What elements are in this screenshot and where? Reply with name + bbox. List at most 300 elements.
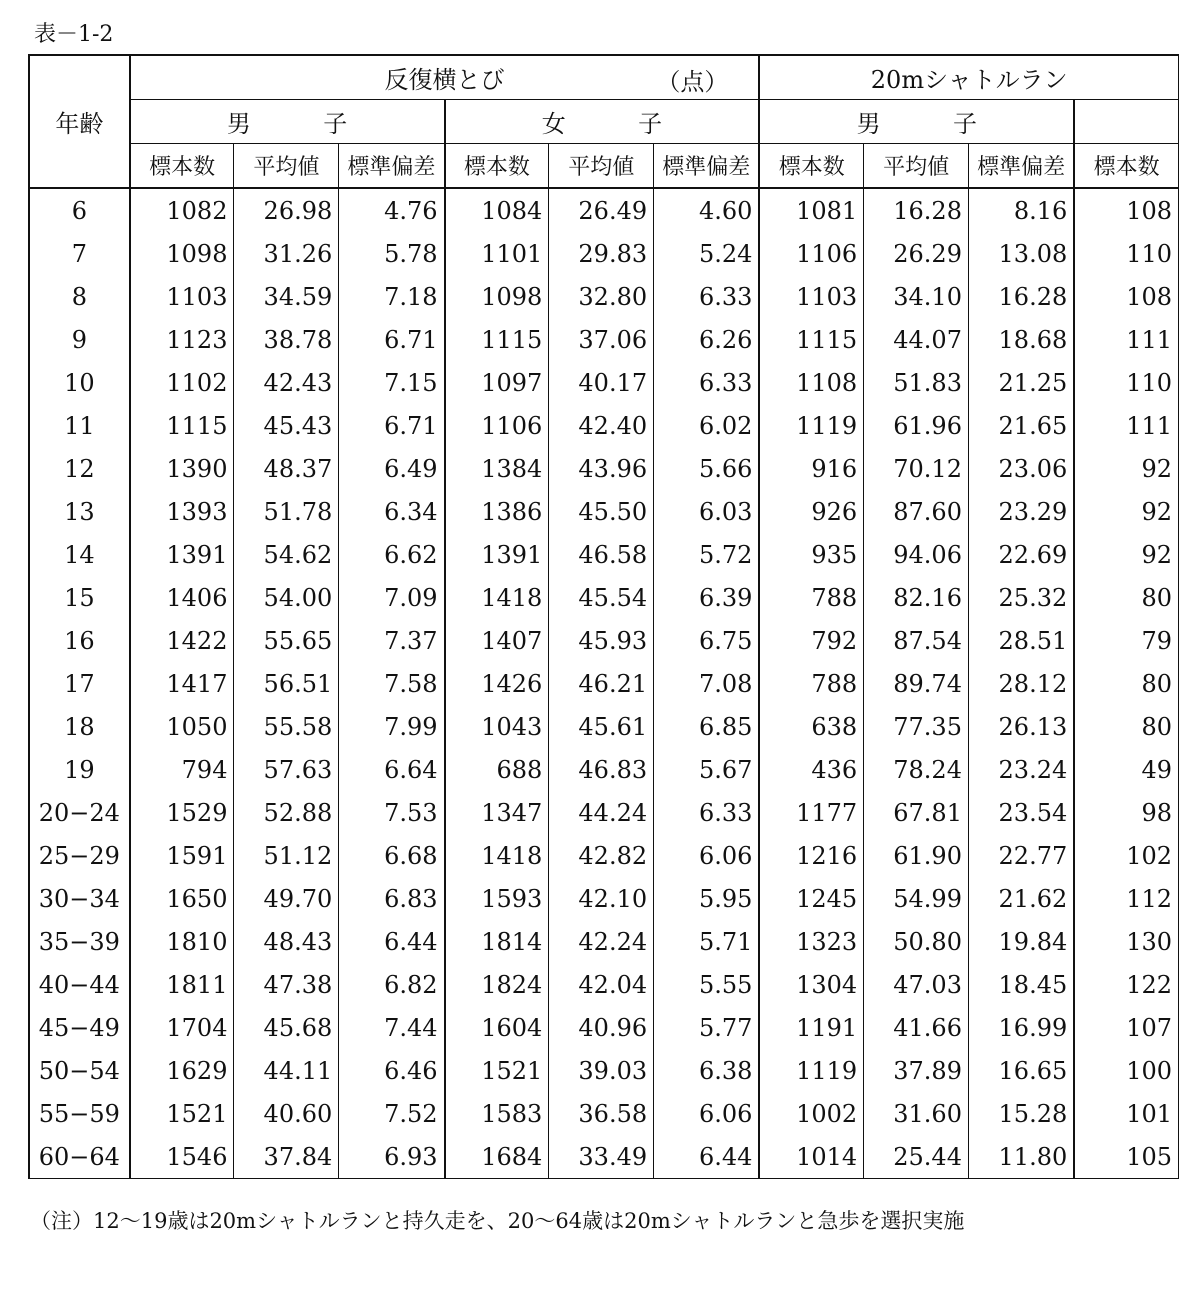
data-cell: 1082: [130, 188, 234, 232]
data-cell: 1704: [130, 1006, 234, 1049]
table-row: [29, 963, 1179, 1006]
data-cell: 111: [1074, 404, 1178, 447]
data-cell: 1216: [759, 834, 863, 877]
data-cell: 70.12: [864, 447, 969, 490]
col-header: 標本数: [1074, 144, 1178, 189]
col-header: 平均値: [864, 144, 969, 189]
data-cell: 6.71: [339, 318, 445, 361]
data-cell: 1684: [445, 1135, 549, 1179]
data-cell: 1407: [445, 619, 549, 662]
data-cell: 16.65: [968, 1049, 1074, 1092]
data-cell: 101: [1074, 1092, 1178, 1135]
data-cell: 45.68: [234, 1006, 339, 1049]
data-cell: 80: [1074, 576, 1178, 619]
data-cell: 34.59: [234, 275, 339, 318]
table-header: [29, 55, 1179, 188]
data-cell: 21.25: [968, 361, 1074, 404]
data-cell: 45.93: [549, 619, 654, 662]
age-cell: 55−59: [29, 1092, 130, 1135]
data-cell: 6.44: [339, 920, 445, 963]
data-cell: 48.43: [234, 920, 339, 963]
table-row: [29, 275, 1179, 318]
data-cell: 92: [1074, 533, 1178, 576]
data-cell: 7.99: [339, 705, 445, 748]
data-cell: 1115: [445, 318, 549, 361]
data-cell: 33.49: [549, 1135, 654, 1179]
data-cell: 7.15: [339, 361, 445, 404]
data-cell: 6.71: [339, 404, 445, 447]
age-cell: 17: [29, 662, 130, 705]
data-cell: 54.99: [864, 877, 969, 920]
data-cell: 688: [445, 748, 549, 791]
data-cell: 102: [1074, 834, 1178, 877]
data-cell: 48.37: [234, 447, 339, 490]
data-cell: 7.44: [339, 1006, 445, 1049]
sex-header-male-1: 男 子: [130, 100, 445, 144]
data-cell: 110: [1074, 232, 1178, 275]
data-cell: 18.68: [968, 318, 1074, 361]
col-header: 標本数: [130, 144, 234, 189]
data-cell: 1002: [759, 1092, 863, 1135]
data-cell: 51.83: [864, 361, 969, 404]
data-cell: 37.06: [549, 318, 654, 361]
data-cell: 51.78: [234, 490, 339, 533]
age-cell: 6: [29, 188, 130, 232]
data-cell: 6.83: [339, 877, 445, 920]
age-cell: 15: [29, 576, 130, 619]
age-cell: 25−29: [29, 834, 130, 877]
data-cell: 15.28: [968, 1092, 1074, 1135]
data-cell: 1393: [130, 490, 234, 533]
data-cell: 47.03: [864, 963, 969, 1006]
data-cell: 112: [1074, 877, 1178, 920]
data-cell: 788: [759, 576, 863, 619]
sex-header-male-2: 男 子: [759, 100, 1074, 144]
data-cell: 1521: [445, 1049, 549, 1092]
age-cell: 7: [29, 232, 130, 275]
data-cell: 42.43: [234, 361, 339, 404]
data-cell: 28.51: [968, 619, 1074, 662]
table-row: [29, 1135, 1179, 1179]
data-cell: 29.83: [549, 232, 654, 275]
data-cell: 46.21: [549, 662, 654, 705]
data-cell: 1418: [445, 576, 549, 619]
data-cell: 110: [1074, 361, 1178, 404]
data-cell: 1521: [130, 1092, 234, 1135]
age-cell: 60−64: [29, 1135, 130, 1179]
data-cell: 23.54: [968, 791, 1074, 834]
data-cell: 94.06: [864, 533, 969, 576]
table-row: [29, 447, 1179, 490]
data-cell: 7.08: [654, 662, 760, 705]
data-cell: 1810: [130, 920, 234, 963]
data-cell: 107: [1074, 1006, 1178, 1049]
data-cell: 788: [759, 662, 863, 705]
data-cell: 1106: [759, 232, 863, 275]
data-cell: 1390: [130, 447, 234, 490]
data-cell: 1304: [759, 963, 863, 1006]
data-cell: 6.75: [654, 619, 760, 662]
data-cell: 21.62: [968, 877, 1074, 920]
data-cell: 55.65: [234, 619, 339, 662]
data-cell: 6.33: [654, 791, 760, 834]
data-cell: 1417: [130, 662, 234, 705]
age-cell: 40−44: [29, 963, 130, 1006]
age-cell: 11: [29, 404, 130, 447]
data-cell: 6.06: [654, 1092, 760, 1135]
data-cell: 6.03: [654, 490, 760, 533]
data-cell: 1108: [759, 361, 863, 404]
data-cell: 49.70: [234, 877, 339, 920]
data-cell: 25.44: [864, 1135, 969, 1179]
data-cell: 5.67: [654, 748, 760, 791]
table-row: [29, 1006, 1179, 1049]
group-header-shuttle-run: [759, 55, 1178, 100]
data-cell: 1824: [445, 963, 549, 1006]
data-cell: 1115: [130, 404, 234, 447]
data-cell: 43.96: [549, 447, 654, 490]
data-cell: 111: [1074, 318, 1178, 361]
data-cell: 22.77: [968, 834, 1074, 877]
data-cell: 1177: [759, 791, 863, 834]
data-cell: 1119: [759, 1049, 863, 1092]
data-cell: 45.50: [549, 490, 654, 533]
data-cell: 6.34: [339, 490, 445, 533]
data-cell: 6.33: [654, 361, 760, 404]
data-cell: 1386: [445, 490, 549, 533]
data-cell: 1119: [759, 404, 863, 447]
data-cell: 1191: [759, 1006, 863, 1049]
data-cell: 6.49: [339, 447, 445, 490]
data-cell: 78.24: [864, 748, 969, 791]
data-cell: 80: [1074, 662, 1178, 705]
col-header: 標準偏差: [968, 144, 1074, 189]
data-cell: 79: [1074, 619, 1178, 662]
data-cell: 19.84: [968, 920, 1074, 963]
data-cell: 42.24: [549, 920, 654, 963]
data-cell: 1593: [445, 877, 549, 920]
data-cell: 916: [759, 447, 863, 490]
data-cell: 45.43: [234, 404, 339, 447]
group-title-shuttle-run: 20mシャトルラン: [870, 66, 1068, 94]
data-cell: 926: [759, 490, 863, 533]
data-cell: 1050: [130, 705, 234, 748]
data-cell: 41.66: [864, 1006, 969, 1049]
data-cell: 16.28: [864, 188, 969, 232]
data-cell: 6.82: [339, 963, 445, 1006]
table-row: [29, 834, 1179, 877]
data-cell: 16.28: [968, 275, 1074, 318]
data-cell: 5.72: [654, 533, 760, 576]
data-cell: 1604: [445, 1006, 549, 1049]
data-cell: 794: [130, 748, 234, 791]
data-cell: 5.24: [654, 232, 760, 275]
data-cell: 54.00: [234, 576, 339, 619]
data-cell: 108: [1074, 275, 1178, 318]
data-cell: 7.18: [339, 275, 445, 318]
table-row: [29, 188, 1179, 232]
data-cell: 23.29: [968, 490, 1074, 533]
data-cell: 5.66: [654, 447, 760, 490]
data-cell: 4.60: [654, 188, 760, 232]
data-cell: 16.99: [968, 1006, 1074, 1049]
table-row: [29, 576, 1179, 619]
data-cell: 1391: [130, 533, 234, 576]
data-cell: 89.74: [864, 662, 969, 705]
data-cell: 6.02: [654, 404, 760, 447]
data-cell: 7.58: [339, 662, 445, 705]
data-cell: 32.80: [549, 275, 654, 318]
data-cell: 1347: [445, 791, 549, 834]
data-cell: 6.26: [654, 318, 760, 361]
data-cell: 1814: [445, 920, 549, 963]
data-cell: 100: [1074, 1049, 1178, 1092]
age-cell: 50−54: [29, 1049, 130, 1092]
sub-header-row: [29, 144, 1179, 189]
data-cell: 47.38: [234, 963, 339, 1006]
data-cell: 1529: [130, 791, 234, 834]
data-cell: 1081: [759, 188, 863, 232]
data-cell: 1101: [445, 232, 549, 275]
data-cell: 38.78: [234, 318, 339, 361]
age-cell: 19: [29, 748, 130, 791]
data-cell: 7.52: [339, 1092, 445, 1135]
data-cell: 638: [759, 705, 863, 748]
data-cell: 61.90: [864, 834, 969, 877]
data-cell: 1406: [130, 576, 234, 619]
age-cell: 12: [29, 447, 130, 490]
age-header: 年齢: [29, 55, 130, 188]
data-cell: 46.83: [549, 748, 654, 791]
data-cell: 1546: [130, 1135, 234, 1179]
unit-label: （点）: [656, 68, 729, 96]
data-cell: 92: [1074, 447, 1178, 490]
data-cell: 108: [1074, 188, 1178, 232]
age-cell: 16: [29, 619, 130, 662]
footnote: （注）12〜19歳は20mシャトルランと持久走を、20〜64歳は20mシャトルランと急歩を選択実施: [30, 1209, 965, 1233]
data-cell: 6.46: [339, 1049, 445, 1092]
data-cell: 26.98: [234, 188, 339, 232]
data-cell: 5.71: [654, 920, 760, 963]
data-cell: 31.60: [864, 1092, 969, 1135]
age-cell: 45−49: [29, 1006, 130, 1049]
data-cell: 42.04: [549, 963, 654, 1006]
data-cell: 37.89: [864, 1049, 969, 1092]
data-cell: 6.44: [654, 1135, 760, 1179]
table-row: [29, 662, 1179, 705]
table-body: [29, 188, 1179, 1179]
data-cell: 792: [759, 619, 863, 662]
data-cell: 5.95: [654, 877, 760, 920]
data-cell: 82.16: [864, 576, 969, 619]
data-cell: 23.06: [968, 447, 1074, 490]
data-cell: 6.68: [339, 834, 445, 877]
data-cell: 1323: [759, 920, 863, 963]
data-cell: 45.61: [549, 705, 654, 748]
data-cell: 45.54: [549, 576, 654, 619]
col-header: 平均値: [549, 144, 654, 189]
data-cell: 1629: [130, 1049, 234, 1092]
data-cell: 87.54: [864, 619, 969, 662]
data-cell: 130: [1074, 920, 1178, 963]
data-cell: 6.38: [654, 1049, 760, 1092]
table-row: [29, 705, 1179, 748]
data-cell: 6.85: [654, 705, 760, 748]
data-cell: 935: [759, 533, 863, 576]
data-cell: 98: [1074, 791, 1178, 834]
data-cell: 40.17: [549, 361, 654, 404]
data-cell: 1426: [445, 662, 549, 705]
data-cell: 22.69: [968, 533, 1074, 576]
data-cell: 6.06: [654, 834, 760, 877]
data-cell: 52.88: [234, 791, 339, 834]
group-title-sidestep: 反復横とび: [384, 66, 505, 94]
data-cell: 6.39: [654, 576, 760, 619]
data-cell: 42.40: [549, 404, 654, 447]
data-cell: 1084: [445, 188, 549, 232]
fitness-data-table: [28, 54, 1179, 1179]
data-cell: 87.60: [864, 490, 969, 533]
age-cell: 10: [29, 361, 130, 404]
data-cell: 1245: [759, 877, 863, 920]
data-cell: 1043: [445, 705, 549, 748]
data-cell: 6.62: [339, 533, 445, 576]
data-cell: 57.63: [234, 748, 339, 791]
table-row: [29, 1049, 1179, 1092]
data-cell: 1418: [445, 834, 549, 877]
data-cell: 26.49: [549, 188, 654, 232]
data-cell: 1384: [445, 447, 549, 490]
data-cell: 23.24: [968, 748, 1074, 791]
data-cell: 4.76: [339, 188, 445, 232]
data-cell: 31.26: [234, 232, 339, 275]
data-cell: 46.58: [549, 533, 654, 576]
data-cell: 26.13: [968, 705, 1074, 748]
data-cell: 44.07: [864, 318, 969, 361]
data-cell: 1591: [130, 834, 234, 877]
data-cell: 51.12: [234, 834, 339, 877]
data-cell: 1103: [130, 275, 234, 318]
data-cell: 5.55: [654, 963, 760, 1006]
table-caption: 表－1-2: [34, 22, 114, 47]
data-cell: 54.62: [234, 533, 339, 576]
data-cell: 36.58: [549, 1092, 654, 1135]
data-cell: 92: [1074, 490, 1178, 533]
data-cell: 1650: [130, 877, 234, 920]
data-cell: 122: [1074, 963, 1178, 1006]
table-row: [29, 533, 1179, 576]
data-cell: 105: [1074, 1135, 1178, 1179]
data-cell: 1102: [130, 361, 234, 404]
table-row: [29, 361, 1179, 404]
table-row: [29, 748, 1179, 791]
col-header: 標準偏差: [654, 144, 760, 189]
data-cell: 37.84: [234, 1135, 339, 1179]
table-row: [29, 404, 1179, 447]
data-cell: 5.77: [654, 1006, 760, 1049]
data-cell: 6.33: [654, 275, 760, 318]
data-cell: 1106: [445, 404, 549, 447]
data-cell: 39.03: [549, 1049, 654, 1092]
data-cell: 40.60: [234, 1092, 339, 1135]
data-cell: 1123: [130, 318, 234, 361]
age-cell: 14: [29, 533, 130, 576]
table-row: [29, 791, 1179, 834]
data-cell: 42.82: [549, 834, 654, 877]
data-cell: 28.12: [968, 662, 1074, 705]
data-cell: 18.45: [968, 963, 1074, 1006]
table-row: [29, 232, 1179, 275]
col-header: 標本数: [759, 144, 863, 189]
data-cell: 11.80: [968, 1135, 1074, 1179]
data-cell: 1583: [445, 1092, 549, 1135]
data-cell: 42.10: [549, 877, 654, 920]
data-cell: 7.09: [339, 576, 445, 619]
data-cell: 6.93: [339, 1135, 445, 1179]
data-cell: 1103: [759, 275, 863, 318]
age-cell: 18: [29, 705, 130, 748]
data-cell: 7.37: [339, 619, 445, 662]
age-cell: 13: [29, 490, 130, 533]
data-cell: 5.78: [339, 232, 445, 275]
age-cell: 30−34: [29, 877, 130, 920]
data-cell: 40.96: [549, 1006, 654, 1049]
data-cell: 50.80: [864, 920, 969, 963]
col-header: 標本数: [445, 144, 549, 189]
data-cell: 67.81: [864, 791, 969, 834]
data-cell: 1422: [130, 619, 234, 662]
sex-header-female-1: 女 子: [445, 100, 760, 144]
data-cell: 26.29: [864, 232, 969, 275]
col-header: 標準偏差: [339, 144, 445, 189]
data-cell: 1391: [445, 533, 549, 576]
table-row: [29, 920, 1179, 963]
table-row: [29, 1092, 1179, 1135]
data-cell: 61.96: [864, 404, 969, 447]
data-cell: 436: [759, 748, 863, 791]
data-cell: 56.51: [234, 662, 339, 705]
data-cell: 1811: [130, 963, 234, 1006]
group-header-sidestep: [130, 55, 760, 100]
age-cell: 35−39: [29, 920, 130, 963]
age-cell: 8: [29, 275, 130, 318]
data-cell: 44.11: [234, 1049, 339, 1092]
data-cell: 1098: [130, 232, 234, 275]
age-cell: 20−24: [29, 791, 130, 834]
data-cell: 1014: [759, 1135, 863, 1179]
age-cell: 9: [29, 318, 130, 361]
data-cell: 6.64: [339, 748, 445, 791]
data-cell: 44.24: [549, 791, 654, 834]
data-cell: 21.65: [968, 404, 1074, 447]
data-cell: 55.58: [234, 705, 339, 748]
table-row: [29, 619, 1179, 662]
data-cell: 80: [1074, 705, 1178, 748]
data-cell: 1098: [445, 275, 549, 318]
data-cell: 8.16: [968, 188, 1074, 232]
data-cell: 1115: [759, 318, 863, 361]
data-cell: 13.08: [968, 232, 1074, 275]
data-cell: 7.53: [339, 791, 445, 834]
sex-header-female-2: [1074, 100, 1178, 144]
table-row: [29, 318, 1179, 361]
data-cell: 34.10: [864, 275, 969, 318]
data-cell: 25.32: [968, 576, 1074, 619]
data-cell: 49: [1074, 748, 1178, 791]
table-row: [29, 490, 1179, 533]
table-viewport: [28, 54, 1179, 1200]
data-cell: 1097: [445, 361, 549, 404]
